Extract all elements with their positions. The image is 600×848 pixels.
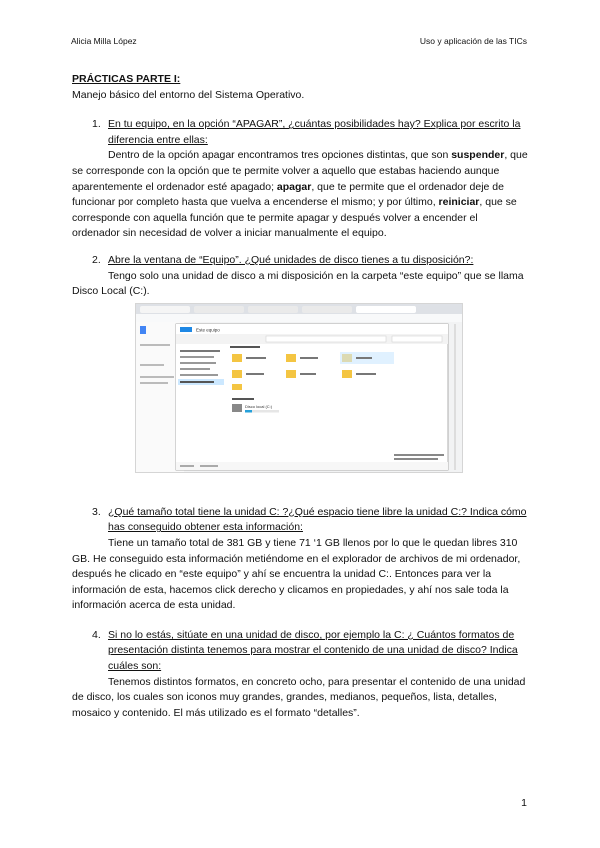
explorer-screenshot-graphic bbox=[136, 304, 462, 472]
docs-icon bbox=[140, 326, 146, 334]
page-subtitle: Manejo básico del entorno del Sistema Operativo. bbox=[72, 88, 305, 101]
question-2-text: Abre la ventana de “Equipo”. ¿Qué unidades de disco tienes a tu disposición?: bbox=[108, 253, 474, 266]
question-1-number: 1. bbox=[92, 118, 101, 131]
question-3-number: 3. bbox=[92, 505, 101, 518]
question-1-text: En tu equipo, en la opción “APAGAR”, ¿cuántas posibilidades hay? Explica por escrito la diferencia entre ellas: bbox=[108, 118, 521, 146]
question-3 bbox=[72, 505, 528, 536]
disk-drive-icon bbox=[232, 404, 242, 412]
question-4 bbox=[72, 628, 528, 675]
document-body bbox=[72, 72, 528, 721]
question-4-text: Si no lo estás, sitúate en una unidad de disco, por ejemplo la C: ¿ Cuántos formatos de presentación distinta tenemos para mostrar el contenido de una unidad de disco? Indica cuáles son: bbox=[108, 628, 518, 673]
question-3-text: ¿Qué tamaño total tiene la unidad C: ?¿Qué espacio tiene libre la unidad C:? Indica cómo has conseguido obtener esta información: bbox=[108, 505, 527, 534]
explorer-screenshot bbox=[135, 303, 463, 473]
header-course: Uso y aplicación de las TICs bbox=[419, 36, 527, 46]
question-4-number: 4. bbox=[92, 628, 101, 641]
drive-label: Disco local (C:) bbox=[245, 403, 273, 409]
window-title: Este equipo bbox=[196, 327, 220, 333]
answer-1: Dentro de la opción apagar encontramos tres opciones distintas, que son suspender, que se corresponde con la opción que te permite volver a aquello que estabas haciendo aunque aparentemente el ordenador esté apagado; apagar, que te permite que el ordenador deje de funcionar por completo hasta que vuelva a encenderse el mismo; y por último, reiniciar, que se corresponde con aquella función que te permite apagar y después volver a encender el ordenador sin necesidad de volver a iniciar manualmente el equipo. bbox=[72, 149, 528, 240]
header-author: Alicia Milla López bbox=[71, 36, 137, 46]
page-title: PRÁCTICAS PARTE I: bbox=[72, 73, 181, 85]
question-2-number: 2. bbox=[92, 253, 101, 266]
drive-usage-bar bbox=[245, 410, 252, 413]
page-number: 1 bbox=[521, 797, 527, 809]
term-suspender: suspender bbox=[451, 149, 505, 162]
question-2 bbox=[72, 253, 528, 269]
question-1 bbox=[72, 117, 528, 148]
answer-4: Tenemos distintos formatos, en concreto ocho, para presentar el contenido de una unidad de disco, los cuales son iconos muy grandes, grandes, medianos, pequeños, lista, detalles, mosaico y contenido. El más utilizado es el formato “detalles”. bbox=[72, 675, 526, 719]
answer-2: Tengo solo una unidad de disco a mi disposición en la carpeta “este equipo” que se llama Disco Local (C:). bbox=[72, 269, 524, 298]
answer-3: Tiene un tamaño total de 381 GB y tiene 71 ‘1 GB llenos por lo que le quedan libres 310 GB. He conseguido esta información metiéndome en el explorador de archivos de mi ordenador, después he clicado en “este equipo” y ahí se encuentra la unidad C:. Entonces para ver la información de esta, hacemos click derecho y clicamos en propiedades, y ahí nos sale toda la información acerca de esta unidad. bbox=[72, 536, 521, 612]
term-reiniciar: reiniciar bbox=[438, 196, 480, 209]
term-apagar: apagar bbox=[276, 180, 312, 193]
